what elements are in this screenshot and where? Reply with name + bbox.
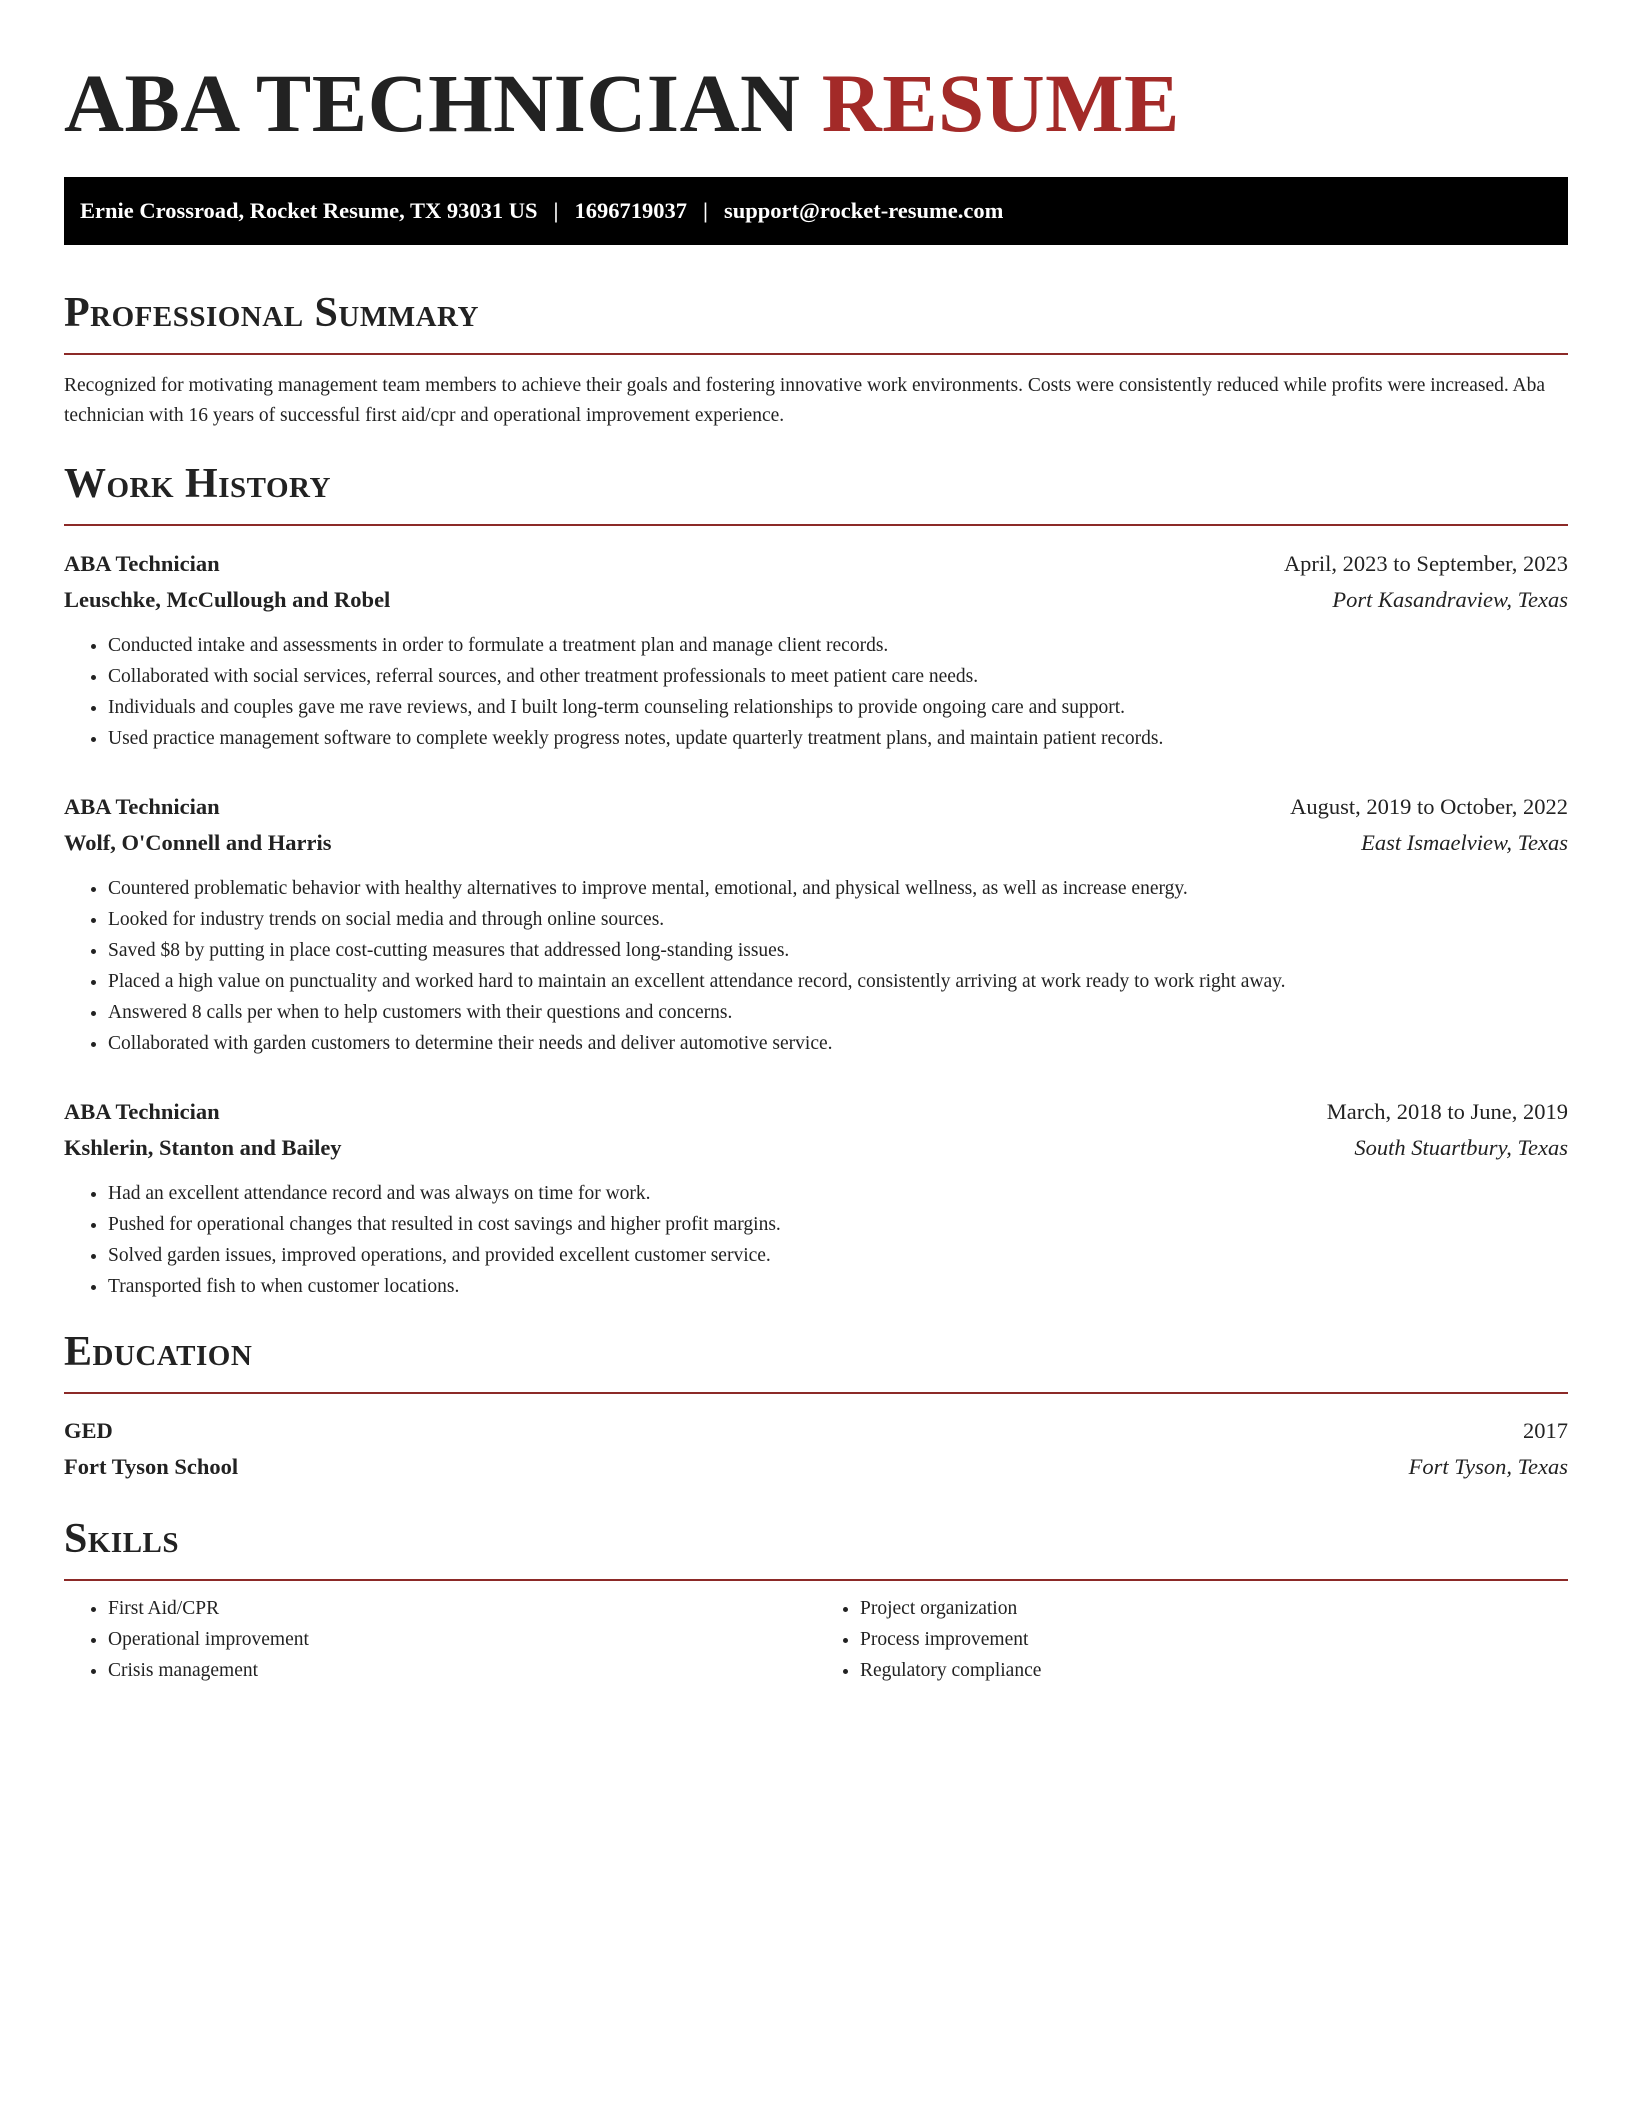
job-location: South Stuartbury, Texas — [1354, 1135, 1568, 1160]
job-bullet: • Answered 8 calls per when to help customers with their questions and concerns. — [108, 997, 1568, 1028]
job-dates: March, 2018 to June, 2019 — [1326, 1099, 1568, 1124]
job-title: ABA Technician — [64, 1099, 220, 1124]
contact-email: support@rocket-resume.com — [723, 198, 1004, 223]
skill-item: • Operational improvement — [108, 1624, 816, 1655]
skill-item: • First Aid/CPR — [108, 1593, 816, 1624]
job-company: Wolf, O'Connell and Harris — [64, 830, 332, 855]
job-bullet: • Collaborated with garden customers to determine their needs and deliver automotive service. — [108, 1028, 1568, 1059]
job-bullets — [64, 873, 1568, 1059]
skills-column-right — [816, 1593, 1568, 1686]
job-dates: April, 2023 to September, 2023 — [1283, 551, 1568, 576]
resume-title — [64, 0, 1568, 148]
education-school: Fort Tyson School — [64, 1454, 239, 1479]
job-bullets — [64, 1178, 1568, 1302]
job-location: Port Kasandraview, Texas — [1332, 587, 1568, 612]
job-employer — [64, 582, 1568, 618]
job-bullet: • Individuals and couples gave me rave reviews, and I built long-term counseling relationships to provide ongoing care and support. — [108, 692, 1568, 723]
contact-separator: | — [553, 198, 559, 223]
section-divider — [64, 353, 1568, 355]
job-header — [64, 1094, 1568, 1130]
education-header — [64, 1413, 1568, 1449]
education-degree: GED — [64, 1418, 113, 1443]
skills-list — [64, 1593, 1568, 1686]
job-bullet: • Used practice management software to complete weekly progress notes, update quarterly treatment plans, and maintain patient records. — [108, 723, 1568, 754]
title-main: ABA TECHNICIAN — [64, 57, 801, 149]
job-company: Leuschke, McCullough and Robel — [64, 587, 391, 612]
contact-address: Ernie Crossroad, Rocket Resume, TX 93031 US — [80, 198, 538, 223]
work-history-heading: Work History — [64, 461, 331, 507]
job-location: East Ismaelview, Texas — [1361, 830, 1568, 855]
education-institution — [64, 1449, 1568, 1485]
title-accent: RESUME — [821, 57, 1180, 149]
job-bullet: • Pushed for operational changes that resulted in cost savings and higher profit margins. — [108, 1209, 1568, 1240]
job-company: Kshlerin, Stanton and Bailey — [64, 1135, 342, 1160]
contact-phone: 1696719037 — [574, 198, 687, 223]
job-bullet: • Conducted intake and assessments in order to formulate a treatment plan and manage client records. — [108, 630, 1568, 661]
summary-text: Recognized for motivating management team members to achieve their goals and fostering innovative work environments. Costs were consistently reduced while profits were increased. Aba technician with 16 years of successful first aid/cpr and operational improvement experience. — [64, 375, 1546, 426]
job-bullet: • Collaborated with social services, referral sources, and other treatment professionals to meet patient care needs. — [108, 661, 1568, 692]
job-header — [64, 789, 1568, 825]
job-employer — [64, 1130, 1568, 1166]
education-entry — [64, 1413, 1568, 1485]
job-title: ABA Technician — [64, 794, 220, 819]
education-heading: Education — [64, 1329, 253, 1375]
job-entry — [64, 789, 1568, 1059]
skill-item: • Process improvement — [860, 1624, 1568, 1655]
job-bullet: • Placed a high value on punctuality and worked hard to maintain an excellent attendance record, consistently arriving at work ready to work right away. — [108, 966, 1568, 997]
skill-item: • Regulatory compliance — [860, 1655, 1568, 1686]
job-employer — [64, 825, 1568, 861]
contact-separator: | — [702, 198, 708, 223]
job-bullets — [64, 630, 1568, 754]
section-divider — [64, 1392, 1568, 1394]
job-header — [64, 546, 1568, 582]
contact-bar — [64, 177, 1568, 245]
job-bullet: • Solved garden issues, improved operations, and provided excellent customer service. — [108, 1240, 1568, 1271]
job-bullet: • Countered problematic behavior with healthy alternatives to improve mental, emotional, and physical wellness, as well as increase energy. — [108, 873, 1568, 904]
job-dates: August, 2019 to October, 2022 — [1290, 794, 1568, 819]
job-title: ABA Technician — [64, 551, 220, 576]
education-year: 2017 — [1523, 1418, 1568, 1443]
summary-heading: Professional Summary — [64, 290, 479, 336]
skill-item: • Project organization — [860, 1593, 1568, 1624]
job-bullet: • Had an excellent attendance record and was always on time for work. — [108, 1178, 1568, 1209]
job-entry — [64, 546, 1568, 754]
section-divider — [64, 524, 1568, 526]
skills-column-left — [64, 1593, 816, 1686]
section-divider — [64, 1579, 1568, 1581]
job-bullet: • Saved $8 by putting in place cost-cutting measures that addressed long-standing issues. — [108, 935, 1568, 966]
skills-heading: Skills — [64, 1516, 180, 1562]
skill-item: • Crisis management — [108, 1655, 816, 1686]
education-location: Fort Tyson, Texas — [1408, 1454, 1568, 1479]
job-entry — [64, 1094, 1568, 1302]
job-bullet: • Transported fish to when customer locations. — [108, 1271, 1568, 1302]
job-bullet: • Looked for industry trends on social media and through online sources. — [108, 904, 1568, 935]
